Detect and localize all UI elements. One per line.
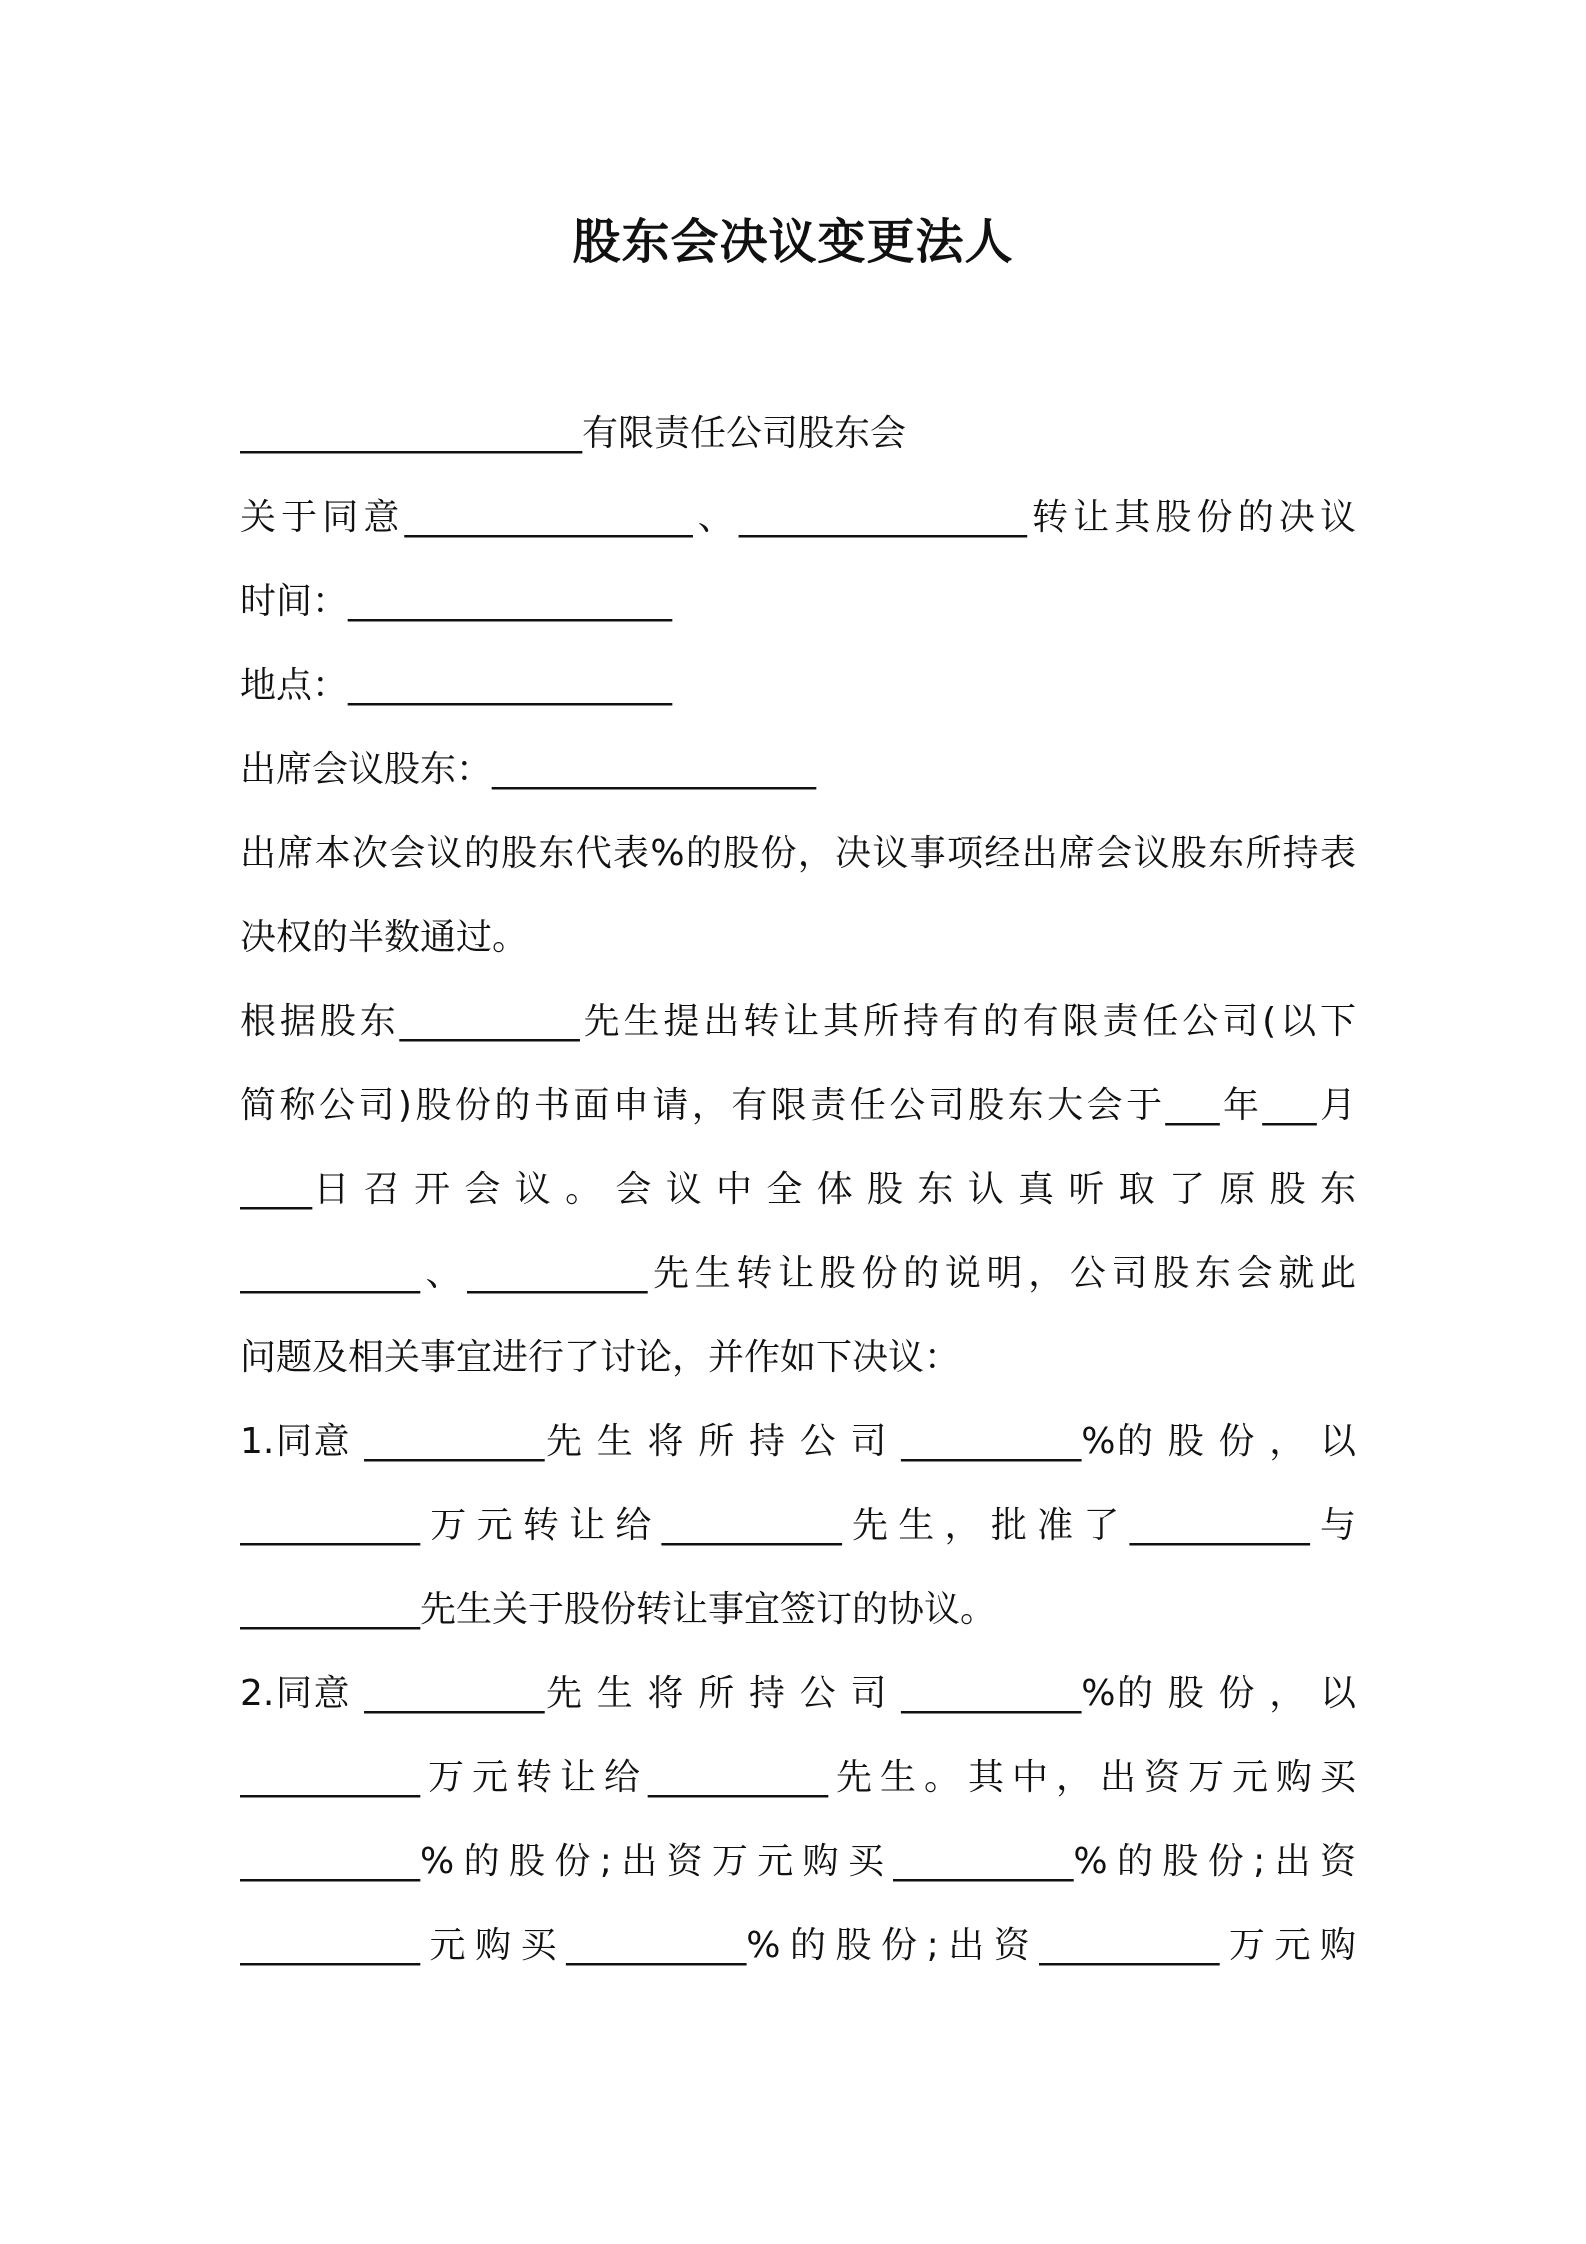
resolution-item-1-line: __________万元转让给__________先生，批准了__________与: [240, 1505, 1356, 1546]
paragraph-line: ____日 召 开 会 议 。 会 议 中 全 体 股 东 认 真 听 取 了 原 股 东: [240, 1169, 1356, 1210]
attending-shareholders-line: 出席会议股东：__________________: [240, 749, 817, 790]
paragraph-line: 决权的半数通过。: [240, 917, 529, 958]
resolution-item-1-line: __________先生关于股份转让事宜签订的协议。: [240, 1589, 997, 1630]
company-header-line: ___________________有限责任公司股东会: [240, 413, 907, 454]
paragraph-line: 简称公司)股份的书面申请，有限责任公司股东大会于___年___月: [240, 1085, 1356, 1126]
paragraph-line: __________、__________先生转让股份的说明，公司股东会就此: [240, 1253, 1356, 1294]
resolution-item-2-line: __________%的股份;出资万元购买__________%的股份;出资: [240, 1841, 1356, 1882]
paragraph-line: 问题及相关事宜进行了讨论，并作如下决议：: [240, 1337, 961, 1378]
meeting-place-line: 地点：__________________: [240, 665, 673, 706]
paragraph-line: 出席本次会议的股东代表%的股份，决议事项经出席会议股东所持表: [240, 833, 1356, 874]
document-title: 股东会决议变更法人: [572, 214, 1014, 270]
resolution-item-2-line: 2.同意 __________先 生 将 所 持 公 司 __________%的 股 份 ， 以: [240, 1673, 1356, 1714]
meeting-time-line: 时间：__________________: [240, 581, 673, 622]
resolution-item-1-line: 1.同意 __________先 生 将 所 持 公 司 __________%的 股 份 ， 以: [240, 1421, 1356, 1462]
resolution-item-2-line: __________万元转让给__________先生。其中，出资万元购买: [240, 1757, 1356, 1798]
paragraph-line: 根据股东__________先生提出转让其所持有的有限责任公司(以下: [240, 1001, 1356, 1042]
resolution-subject-line: 关于同意________________、________________转让其股份的决议: [240, 497, 1356, 538]
resolution-item-2-line: __________元购买__________%的股份;出资__________万元购: [240, 1925, 1356, 1966]
